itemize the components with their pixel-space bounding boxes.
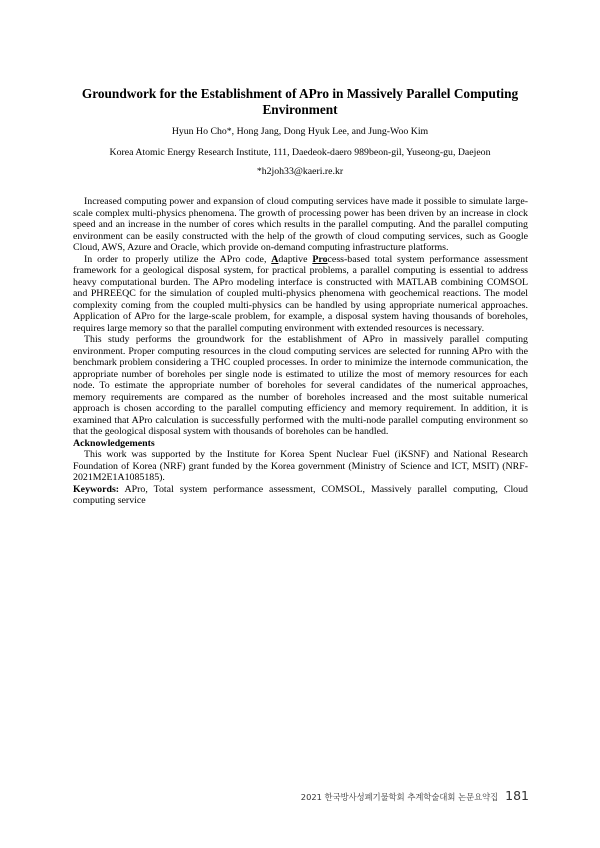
keywords-text: APro, Total system performance assessment, COMSOL, Massively parallel computing, Cloud computing service — [73, 483, 528, 506]
abstract-p2-rest: cess-based total system performance assessment framework for a geological disposal system, for practical problems, a parallel computing is essential to address heavy computational burden. The APro modeling interface is constructed with MATLAB combining COMSOL and PHREEQC for the simulation of coupled multi-physics phenomena with geochemical reactions. The model complexity coming from the coupled multi-physics can be handled by using appropriate numerical approaches. Application of APro for the large-scale problem, for example, a disposal system having thousands of boreholes, requires large memory so that the parallel computing environment with extended resources is necessary. — [73, 253, 528, 334]
acronym-letter-a: A — [271, 253, 279, 265]
paper-title: Groundwork for the Establishment of APro in Massively Parallel Computing Environment — [81, 86, 519, 117]
abstract-body — [73, 196, 528, 507]
page-number: 181 — [505, 788, 529, 803]
acknowledgements-text: This work was supported by the Institute for Korea Spent Nuclear Fuel (iKSNF) and National Research Foundation of Korea (NRF) grant funded by the Korea government (Ministry of Science and ICT, MSIT) (NRF-2021M2E1A1085185). — [73, 449, 528, 483]
acknowledgements-heading: Acknowledgements — [73, 437, 155, 449]
page-footer — [301, 788, 529, 803]
acronym-letters-pro: Pro — [312, 253, 328, 265]
abstract-p2-intro: In order to properly utilize the APro code, — [84, 253, 272, 265]
author-affiliation: Korea Atomic Energy Research Institute, 111, Daedeok-daero 989beon-gil, Yuseong-gu, Daejeon — [109, 147, 491, 158]
keywords-label: Keywords: — [73, 483, 120, 495]
abstract-paragraph-1: Increased computing power and expansion of cloud computing services have made it possible to simulate large-scale complex multi-physics phenomena. The growth of processing power has been driven by an increase in clock speed and an increase in the number of cores which results in the parallel computing. And the parallel computing environment can be easily constructed with the help of the growth of cloud computing services, such as Google Cloud, AWS, Azure and Oracle, which provide on-demand computing infrastructure platforms. — [73, 196, 528, 253]
abstract-p2-daptive: daptive — [278, 253, 313, 265]
author-list: Hyun Ho Cho*, Hong Jang, Dong Hyuk Lee, and Jung-Woo Kim — [171, 126, 429, 137]
conference-name: 2021 한국방사성폐기물학회 추계학술대회 논문요약집 — [300, 792, 499, 802]
keywords — [73, 484, 528, 507]
abstract-paragraph-2 — [73, 254, 528, 335]
corresponding-email: *h2joh33@kaeri.re.kr — [256, 166, 344, 177]
abstract-paragraph-3: This study performs the groundwork for the establishment of APro in massively parallel computing environment. Proper computing resources in the cloud computing services are selected for running APro with the benchmark problem considering a THC coupled processes. In order to minimize the internode communication, the appropriate number of boreholes per single node is estimated to utilize the most of memory resources for each node. To estimate the appropriate number of boreholes for several candidates of the numerical approaches, memory requirements are compared as the number of boreholes increased and the most suitable numerical approach is chosen according to the parallel computing efficiency and memory requirement. In addition, it is examined that APro calculation is successfully performed with the multi-node parallel computing environment so that the geological disposal system with thousands of boreholes can be handled. — [73, 334, 528, 437]
